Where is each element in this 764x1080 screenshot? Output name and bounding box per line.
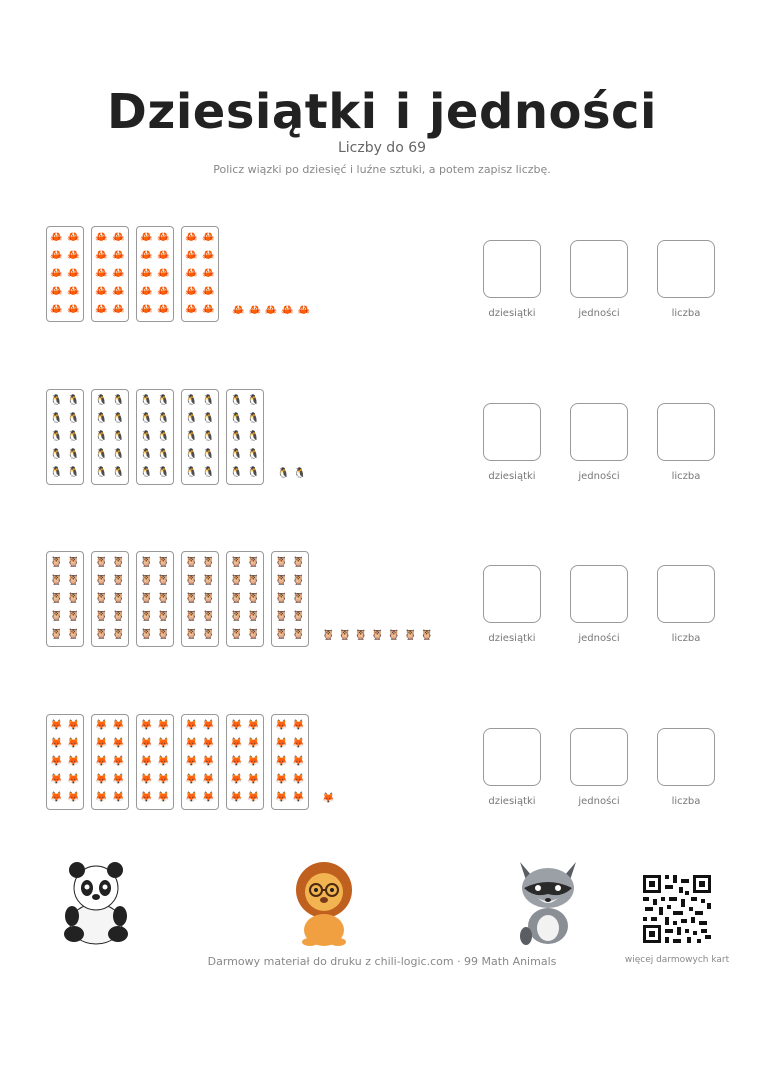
penguin-icon: 🐧: [50, 449, 63, 460]
owl-icon: 🦉: [95, 629, 108, 640]
lion-icon: [288, 858, 360, 946]
fox-icon: 🦊: [157, 756, 170, 767]
penguin-icon: 🐧: [112, 413, 125, 424]
number-answer-box[interactable]: [657, 403, 715, 461]
crab-icon: 🦀: [112, 268, 125, 279]
fox-icon: 🦊: [112, 756, 125, 767]
owl-icon: 🦉: [275, 593, 288, 604]
owl-icon: 🦉: [157, 557, 170, 568]
fox-icon: 🦊: [230, 720, 243, 731]
crab-icon: 🦀: [67, 304, 80, 315]
fox-icon: 🦊: [202, 774, 215, 785]
penguin-icon: 🐧: [247, 395, 260, 406]
fox-icon: 🦊: [140, 756, 153, 767]
ten-bundle: [271, 714, 309, 810]
crab-icon: 🦀: [202, 304, 215, 315]
penguin-icon: 🐧: [67, 449, 80, 460]
owl-icon: 🦉: [185, 629, 198, 640]
ones-label: jedności: [578, 308, 620, 319]
owl-icon: 🦉: [140, 611, 153, 622]
crab-icon: 🦀: [67, 232, 80, 243]
ten-bundle: [226, 389, 264, 485]
penguin-icon: 🐧: [95, 449, 108, 460]
owl-icon: 🦉: [275, 611, 288, 622]
owl-icon: 🦉: [67, 611, 80, 622]
number-answer-box[interactable]: [657, 240, 715, 298]
crab-icon: 🦀: [157, 232, 170, 243]
crab-icon: 🦀: [140, 286, 153, 297]
crab-icon: 🦀: [95, 286, 108, 297]
number-label: liczba: [671, 796, 701, 807]
fox-icon: 🦊: [157, 774, 170, 785]
ten-bundle: [91, 551, 129, 647]
penguin-icon: 🐧: [293, 468, 306, 479]
owl-icon: 🦉: [202, 593, 215, 604]
penguin-icon: 🐧: [202, 431, 215, 442]
crab-icon: 🦀: [157, 286, 170, 297]
loose-items: [277, 469, 306, 483]
penguin-icon: 🐧: [95, 467, 108, 478]
loose-items: [322, 631, 433, 645]
fox-icon: 🦊: [275, 738, 288, 749]
crab-icon: 🦀: [248, 305, 261, 316]
answer-boxes: [483, 240, 733, 320]
crab-icon: 🦀: [112, 304, 125, 315]
penguin-icon: 🐧: [185, 431, 198, 442]
owl-icon: 🦉: [354, 630, 368, 641]
fox-icon: 🦊: [247, 756, 260, 767]
owl-icon: 🦉: [230, 611, 243, 622]
ten-bundle: [136, 551, 174, 647]
crab-icon: 🦀: [202, 268, 215, 279]
fox-icon: 🦊: [247, 738, 260, 749]
owl-icon: 🦉: [67, 575, 80, 586]
owl-icon: 🦉: [67, 557, 80, 568]
fox-icon: 🦊: [230, 738, 243, 749]
owl-icon: 🦉: [185, 611, 198, 622]
ten-bundle: [46, 226, 84, 322]
penguin-icon: 🐧: [112, 395, 125, 406]
tens-label: dziesiątki: [488, 308, 536, 319]
ten-bundle: [181, 389, 219, 485]
penguin-icon: 🐧: [140, 413, 153, 424]
answer-boxes: [483, 728, 733, 808]
owl-icon: 🦉: [387, 630, 401, 641]
owl-icon: 🦉: [230, 593, 243, 604]
owl-icon: 🦉: [292, 575, 305, 586]
ones-answer-box[interactable]: [570, 565, 628, 623]
crab-icon: 🦀: [67, 268, 80, 279]
panda-icon: [60, 858, 132, 946]
page-subtitle: Liczby do 69: [337, 140, 427, 156]
fox-icon: 🦊: [247, 774, 260, 785]
fox-icon: 🦊: [230, 774, 243, 785]
fox-icon: 🦊: [292, 720, 305, 731]
penguin-icon: 🐧: [140, 449, 153, 460]
ten-bundle: [46, 389, 84, 485]
penguin-icon: 🐧: [140, 467, 153, 478]
fox-icon: 🦊: [275, 792, 288, 803]
owl-icon: 🦉: [112, 575, 125, 586]
ten-bundle: [181, 551, 219, 647]
fox-icon: 🦊: [292, 756, 305, 767]
crab-icon: 🦀: [185, 286, 198, 297]
owl-icon: 🦉: [112, 557, 125, 568]
penguin-icon: 🐧: [202, 449, 215, 460]
penguin-icon: 🐧: [185, 413, 198, 424]
penguin-icon: 🐧: [157, 467, 170, 478]
fox-icon: 🦊: [112, 774, 125, 785]
penguin-icon: 🐧: [157, 449, 170, 460]
owl-icon: 🦉: [157, 575, 170, 586]
penguin-icon: 🐧: [202, 413, 215, 424]
ones-label: jedności: [578, 633, 620, 644]
owl-icon: 🦉: [404, 630, 417, 641]
owl-icon: 🦉: [157, 629, 170, 640]
crab-icon: 🦀: [112, 286, 125, 297]
qr-code-icon[interactable]: [641, 873, 713, 945]
ten-bundle: [136, 226, 174, 322]
answer-boxes: [483, 565, 733, 645]
ten-bundle: [46, 551, 84, 647]
penguin-icon: 🐧: [67, 395, 80, 406]
penguin-icon: 🐧: [157, 413, 170, 424]
crab-icon: 🦀: [140, 232, 153, 243]
crab-icon: 🦀: [67, 250, 80, 261]
penguin-icon: 🐧: [157, 395, 170, 406]
number-answer-box[interactable]: [657, 728, 715, 786]
number-label: liczba: [671, 308, 701, 319]
fox-icon: 🦊: [322, 793, 335, 804]
ten-bundle: [181, 714, 219, 810]
penguin-icon: 🐧: [247, 467, 260, 478]
number-answer-box[interactable]: [657, 565, 715, 623]
tens-label: dziesiątki: [488, 471, 536, 482]
penguin-icon: 🐧: [247, 413, 260, 424]
ten-bundle: [91, 714, 129, 810]
fox-icon: 🦊: [202, 792, 215, 803]
fox-icon: 🦊: [157, 792, 170, 803]
number-label: liczba: [671, 471, 701, 482]
raccoon-icon: [512, 858, 584, 946]
owl-icon: 🦉: [140, 629, 153, 640]
penguin-icon: 🐧: [230, 413, 243, 424]
fox-icon: 🦊: [247, 720, 260, 731]
crab-icon: 🦀: [185, 250, 198, 261]
fox-icon: 🦊: [67, 774, 80, 785]
owl-icon: 🦉: [185, 557, 198, 568]
fox-icon: 🦊: [112, 792, 125, 803]
fox-icon: 🦊: [230, 792, 243, 803]
fox-icon: 🦊: [112, 720, 125, 731]
fox-icon: 🦊: [157, 720, 170, 731]
fox-icon: 🦊: [230, 756, 243, 767]
fox-icon: 🦊: [185, 774, 198, 785]
fox-icon: 🦊: [67, 756, 80, 767]
crab-icon: 🦀: [95, 304, 108, 315]
ones-answer-box[interactable]: [570, 240, 628, 298]
owl-icon: 🦉: [185, 575, 198, 586]
fox-icon: 🦊: [95, 792, 108, 803]
crab-icon: 🦀: [95, 232, 108, 243]
tens-answer-box[interactable]: [483, 240, 541, 298]
number-label: liczba: [671, 633, 701, 644]
crab-icon: 🦀: [157, 304, 170, 315]
penguin-icon: 🐧: [202, 395, 215, 406]
penguin-icon: 🐧: [50, 413, 63, 424]
penguin-icon: 🐧: [140, 395, 153, 406]
penguin-icon: 🐧: [67, 413, 80, 424]
penguin-icon: 🐧: [230, 431, 243, 442]
owl-icon: 🦉: [112, 629, 125, 640]
crab-icon: 🦀: [185, 268, 198, 279]
penguin-icon: 🐧: [112, 431, 125, 442]
owl-icon: 🦉: [338, 630, 351, 641]
fox-icon: 🦊: [202, 720, 215, 731]
owl-icon: 🦉: [50, 575, 63, 586]
fox-icon: 🦊: [185, 720, 198, 731]
owl-icon: 🦉: [202, 575, 215, 586]
owl-icon: 🦉: [230, 557, 243, 568]
crab-icon: 🦀: [185, 232, 198, 243]
ones-answer-box[interactable]: [570, 728, 628, 786]
ten-bundle: [91, 226, 129, 322]
penguin-icon: 🐧: [185, 395, 198, 406]
owl-icon: 🦉: [140, 557, 153, 568]
crab-icon: 🦀: [264, 305, 278, 316]
penguin-icon: 🐧: [95, 395, 108, 406]
owl-icon: 🦉: [95, 557, 108, 568]
fox-icon: 🦊: [50, 738, 63, 749]
owl-icon: 🦉: [202, 611, 215, 622]
fox-icon: 🦊: [50, 720, 63, 731]
crab-icon: 🦀: [297, 305, 311, 316]
penguin-icon: 🐧: [50, 431, 63, 442]
owl-icon: 🦉: [247, 629, 260, 640]
exercise-row: [46, 714, 726, 814]
owl-icon: 🦉: [275, 629, 288, 640]
penguin-icon: 🐧: [277, 468, 290, 479]
exercise-row: [46, 389, 726, 489]
owl-icon: 🦉: [202, 629, 215, 640]
fox-icon: 🦊: [50, 756, 63, 767]
ten-bundle: [136, 714, 174, 810]
penguin-icon: 🐧: [230, 449, 243, 460]
owl-icon: 🦉: [50, 557, 63, 568]
owl-icon: 🦉: [247, 593, 260, 604]
fox-icon: 🦊: [95, 774, 108, 785]
penguin-icon: 🐧: [95, 413, 108, 424]
penguin-icon: 🐧: [95, 431, 108, 442]
owl-icon: 🦉: [202, 557, 215, 568]
crab-icon: 🦀: [281, 305, 294, 316]
crab-icon: 🦀: [50, 250, 63, 261]
ten-bundle: [46, 714, 84, 810]
penguin-icon: 🐧: [185, 449, 198, 460]
owl-icon: 🦉: [275, 557, 288, 568]
owl-icon: 🦉: [292, 629, 305, 640]
fox-icon: 🦊: [50, 792, 63, 803]
penguin-icon: 🐧: [247, 431, 260, 442]
owl-icon: 🦉: [230, 629, 243, 640]
crab-icon: 🦀: [95, 250, 108, 261]
fox-icon: 🦊: [67, 738, 80, 749]
fox-icon: 🦊: [140, 720, 153, 731]
fox-icon: 🦊: [185, 756, 198, 767]
fox-icon: 🦊: [67, 792, 80, 803]
owl-icon: 🦉: [371, 630, 384, 641]
crab-icon: 🦀: [157, 250, 170, 261]
owl-icon: 🦉: [95, 611, 108, 622]
loose-items: [322, 794, 334, 808]
owl-icon: 🦉: [50, 611, 63, 622]
fox-icon: 🦊: [292, 738, 305, 749]
crab-icon: 🦀: [185, 304, 198, 315]
crab-icon: 🦀: [112, 232, 125, 243]
ones-answer-box[interactable]: [570, 403, 628, 461]
owl-icon: 🦉: [292, 593, 305, 604]
crab-icon: 🦀: [232, 305, 245, 316]
penguin-icon: 🐧: [185, 467, 198, 478]
fox-icon: 🦊: [185, 792, 198, 803]
fox-icon: 🦊: [275, 774, 288, 785]
footer-credit: Darmowy materiał do druku z chili-logic.com · 99 Math Animals: [207, 955, 557, 968]
fox-icon: 🦊: [202, 756, 215, 767]
penguin-icon: 🐧: [247, 449, 260, 460]
owl-icon: 🦉: [157, 611, 170, 622]
owl-icon: 🦉: [275, 575, 288, 586]
owl-icon: 🦉: [247, 557, 260, 568]
crab-icon: 🦀: [50, 232, 63, 243]
penguin-icon: 🐧: [202, 467, 215, 478]
fox-icon: 🦊: [292, 792, 305, 803]
owl-icon: 🦉: [230, 575, 243, 586]
fox-icon: 🦊: [50, 774, 63, 785]
owl-icon: 🦉: [67, 629, 80, 640]
tens-answer-box[interactable]: [483, 565, 541, 623]
exercise-row: [46, 226, 726, 326]
owl-icon: 🦉: [247, 611, 260, 622]
fox-icon: 🦊: [247, 792, 260, 803]
ones-label: jedności: [578, 796, 620, 807]
penguin-icon: 🐧: [50, 467, 63, 478]
fox-icon: 🦊: [157, 738, 170, 749]
loose-items: [232, 306, 310, 320]
fox-icon: 🦊: [275, 756, 288, 767]
crab-icon: 🦀: [50, 268, 63, 279]
fox-icon: 🦊: [140, 774, 153, 785]
tens-answer-box[interactable]: [483, 403, 541, 461]
fox-icon: 🦊: [275, 720, 288, 731]
ten-bundle: [181, 226, 219, 322]
penguin-icon: 🐧: [230, 467, 243, 478]
crab-icon: 🦀: [140, 250, 153, 261]
ten-bundle: [271, 551, 309, 647]
owl-icon: 🦉: [112, 611, 125, 622]
penguin-icon: 🐧: [67, 431, 80, 442]
owl-icon: 🦉: [292, 557, 305, 568]
penguin-icon: 🐧: [157, 431, 170, 442]
fox-icon: 🦊: [95, 720, 108, 731]
owl-icon: 🦉: [95, 593, 108, 604]
crab-icon: 🦀: [140, 304, 153, 315]
owl-icon: 🦉: [50, 593, 63, 604]
crab-icon: 🦀: [50, 286, 63, 297]
fox-icon: 🦊: [95, 738, 108, 749]
owl-icon: 🦉: [185, 593, 198, 604]
crab-icon: 🦀: [95, 268, 108, 279]
fox-icon: 🦊: [185, 738, 198, 749]
owl-icon: 🦉: [157, 593, 170, 604]
penguin-icon: 🐧: [67, 467, 80, 478]
answer-boxes: [483, 403, 733, 483]
tens-label: dziesiątki: [488, 633, 536, 644]
fox-icon: 🦊: [292, 774, 305, 785]
fox-icon: 🦊: [140, 792, 153, 803]
ones-label: jedności: [578, 471, 620, 482]
owl-icon: 🦉: [322, 630, 335, 641]
instructions-text: Policz wiązki po dziesięć i luźne sztuki, a potem zapisz liczbę.: [213, 163, 551, 176]
exercise-row: [46, 551, 726, 651]
crab-icon: 🦀: [157, 268, 170, 279]
owl-icon: 🦉: [67, 593, 80, 604]
owl-icon: 🦉: [50, 629, 63, 640]
fox-icon: 🦊: [140, 738, 153, 749]
owl-icon: 🦉: [420, 630, 434, 641]
penguin-icon: 🐧: [112, 449, 125, 460]
tens-answer-box[interactable]: [483, 728, 541, 786]
owl-icon: 🦉: [292, 611, 305, 622]
ten-bundle: [226, 714, 264, 810]
owl-icon: 🦉: [140, 575, 153, 586]
ten-bundle: [136, 389, 174, 485]
fox-icon: 🦊: [112, 738, 125, 749]
fox-icon: 🦊: [202, 738, 215, 749]
penguin-icon: 🐧: [112, 467, 125, 478]
crab-icon: 🦀: [202, 286, 215, 297]
penguin-icon: 🐧: [50, 395, 63, 406]
ten-bundle: [226, 551, 264, 647]
penguin-icon: 🐧: [140, 431, 153, 442]
owl-icon: 🦉: [112, 593, 125, 604]
owl-icon: 🦉: [95, 575, 108, 586]
tens-label: dziesiątki: [488, 796, 536, 807]
fox-icon: 🦊: [95, 756, 108, 767]
owl-icon: 🦉: [140, 593, 153, 604]
penguin-icon: 🐧: [230, 395, 243, 406]
crab-icon: 🦀: [140, 268, 153, 279]
page-title: Dziesiątki i jedności: [107, 84, 657, 140]
crab-icon: 🦀: [50, 304, 63, 315]
fox-icon: 🦊: [67, 720, 80, 731]
ten-bundle: [91, 389, 129, 485]
qr-caption: więcej darmowych kart: [624, 955, 730, 965]
crab-icon: 🦀: [67, 286, 80, 297]
crab-icon: 🦀: [202, 232, 215, 243]
crab-icon: 🦀: [202, 250, 215, 261]
crab-icon: 🦀: [112, 250, 125, 261]
owl-icon: 🦉: [247, 575, 260, 586]
